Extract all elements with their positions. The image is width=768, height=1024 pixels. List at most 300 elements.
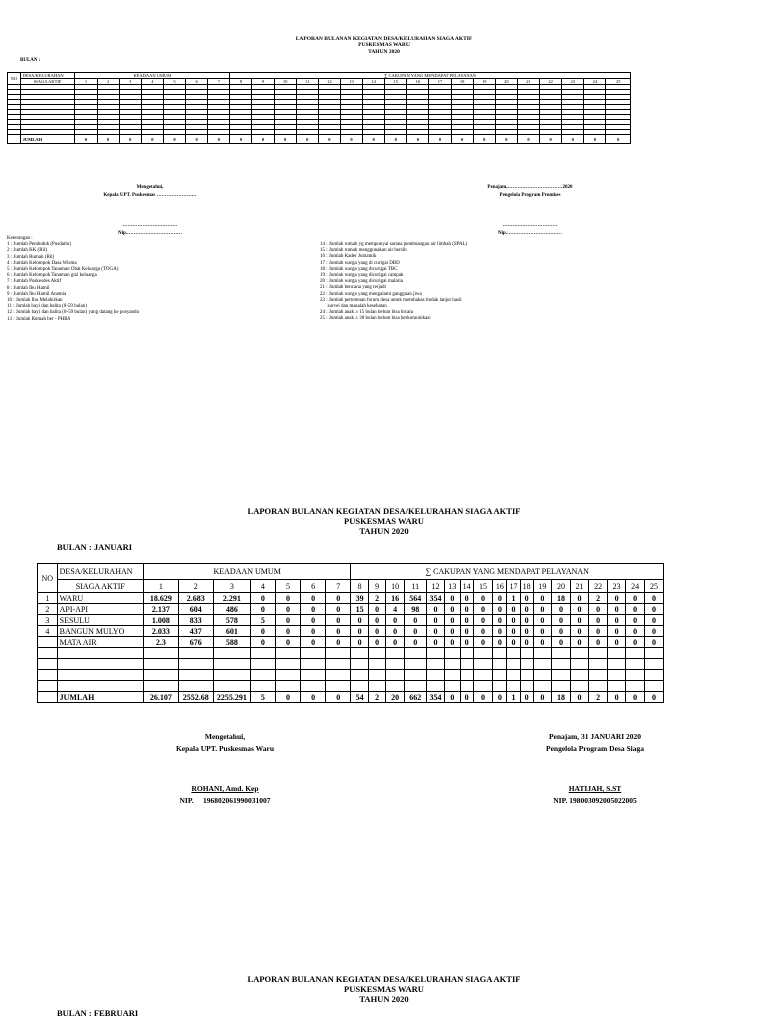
data-cell: 0 bbox=[644, 593, 663, 604]
data-cell: 0 bbox=[445, 615, 460, 626]
empty-cell bbox=[143, 681, 178, 692]
empty-cell bbox=[250, 681, 275, 692]
empty-cell bbox=[38, 648, 58, 659]
keadaan-umum-header: KEADAAN UMUM bbox=[75, 73, 230, 79]
column-number-header: 25 bbox=[644, 580, 663, 593]
keterangan-item: 23 : Jumlah pertemuan forum desa untuk membahas tindak lanjut hasil bbox=[320, 297, 462, 303]
empty-cell bbox=[143, 659, 178, 670]
report3-title-line2: PUSKESMAS WARU bbox=[344, 983, 424, 994]
keterangan-item: 21 : Jumlah bencana yang terjadi bbox=[320, 285, 386, 291]
table-row bbox=[38, 615, 664, 626]
table-row bbox=[38, 626, 664, 637]
column-number-header: 16 bbox=[493, 580, 507, 593]
keterangan-right bbox=[320, 242, 467, 323]
data-cell: 0 bbox=[445, 593, 460, 604]
data-cell: 2.033 bbox=[143, 626, 178, 637]
data-cell: 0 bbox=[301, 637, 326, 648]
data-cell: 0 bbox=[445, 604, 460, 615]
data-cell: 0 bbox=[626, 604, 645, 615]
col-no-header: NO bbox=[8, 73, 21, 85]
data-cell: 0 bbox=[368, 626, 385, 637]
jumlah-value: 0 bbox=[275, 692, 300, 703]
column-number-header: 17 bbox=[429, 79, 451, 85]
report2-title-line1: LAPORAN BULANAN KEGIATAN DESA/KELURAHAN SIAGA AKTIF bbox=[247, 506, 521, 516]
data-cell: 2.291 bbox=[213, 593, 250, 604]
sign-right-name: HATIJAH, S.ST bbox=[568, 784, 622, 793]
data-cell: 0 bbox=[386, 615, 405, 626]
empty-cell bbox=[626, 659, 645, 670]
data-cell: 0 bbox=[326, 593, 351, 604]
empty-cell bbox=[275, 648, 300, 659]
empty-cell bbox=[460, 670, 473, 681]
jumlah-value: 0 bbox=[570, 692, 589, 703]
data-cell: 0 bbox=[460, 593, 473, 604]
data-cell: 0 bbox=[520, 637, 533, 648]
column-number-header: 13 bbox=[340, 79, 362, 85]
column-number-header: 1 bbox=[75, 79, 97, 85]
column-number-header: 18 bbox=[451, 79, 473, 85]
empty-cell bbox=[507, 681, 520, 692]
keterangan-item: 8 : Jumlah Ibu Hamil bbox=[7, 285, 50, 291]
report2-table bbox=[37, 563, 664, 703]
jumlah-value: 0 bbox=[473, 692, 493, 703]
empty-cell bbox=[386, 659, 405, 670]
jumlah-value: 5 bbox=[250, 692, 275, 703]
column-number-header: 24 bbox=[626, 580, 645, 593]
empty-cell bbox=[493, 681, 507, 692]
keterangan-item: 12 : Jumlah bayi dan balita (0-59 bulan) yang datang ke posyandu bbox=[7, 310, 140, 316]
column-number-header: 25 bbox=[606, 79, 631, 85]
empty-cell bbox=[445, 659, 460, 670]
empty-cell bbox=[250, 659, 275, 670]
report1-bulan: BULAN : bbox=[20, 58, 41, 63]
empty-cell bbox=[644, 670, 663, 681]
empty-cell bbox=[326, 670, 351, 681]
data-cell: 0 bbox=[301, 593, 326, 604]
col-desa-header-2: SIAGA AKTIF bbox=[57, 580, 143, 593]
column-number-header: 15 bbox=[385, 79, 407, 85]
data-cell: 0 bbox=[301, 604, 326, 615]
column-number-header: 13 bbox=[445, 580, 460, 593]
empty-cell bbox=[520, 659, 533, 670]
jumlah-value: 0 bbox=[451, 135, 473, 144]
empty-cell bbox=[626, 670, 645, 681]
keterangan-item: 19 : Jumlah warga yang dicurigai campak bbox=[320, 273, 404, 279]
empty-cell bbox=[213, 659, 250, 670]
jumlah-value: 20 bbox=[386, 692, 405, 703]
sign-left-line2: Kepala UPT. Puskesmas Waru bbox=[175, 744, 275, 753]
row-village-name: SESULU bbox=[57, 615, 143, 626]
keterangan-item: 13 : Jumlah Rumah ber - PHBS bbox=[7, 316, 71, 322]
data-cell: 486 bbox=[213, 604, 250, 615]
keterangan-item: 18 : Jumlah warga yang dicurigai TBC bbox=[320, 266, 398, 272]
empty-cell bbox=[57, 648, 143, 659]
row-village-name: API-API bbox=[57, 604, 143, 615]
data-cell: 0 bbox=[520, 626, 533, 637]
data-cell: 0 bbox=[533, 615, 552, 626]
keterangan-item: 25 : Jumlah anak ≥ 30 bulan belum bisa berkomunikasi bbox=[320, 316, 431, 322]
column-number-header: 20 bbox=[552, 580, 571, 593]
data-cell: 0 bbox=[607, 626, 626, 637]
data-cell: 0 bbox=[326, 637, 351, 648]
column-number-header: 7 bbox=[326, 580, 351, 593]
column-number-header: 18 bbox=[520, 580, 533, 593]
data-cell: 0 bbox=[445, 626, 460, 637]
jumlah-value: 0 bbox=[520, 692, 533, 703]
empty-cell bbox=[351, 659, 368, 670]
report1-title bbox=[0, 36, 768, 55]
empty-cell bbox=[275, 670, 300, 681]
data-cell: 0 bbox=[570, 626, 589, 637]
empty-cell bbox=[644, 681, 663, 692]
empty-cell bbox=[589, 670, 608, 681]
empty-cell bbox=[607, 659, 626, 670]
jumlah-value: 0 bbox=[429, 135, 451, 144]
data-cell: 0 bbox=[426, 626, 445, 637]
data-cell: 0 bbox=[386, 637, 405, 648]
data-cell: 0 bbox=[473, 615, 493, 626]
data-cell: 0 bbox=[589, 626, 608, 637]
cakupan-header: ∑ CAKUPAN YANG MENDAPAT PELAYANAN bbox=[351, 564, 664, 580]
jumlah-label: JUMLAH bbox=[20, 135, 75, 144]
column-number-header: 9 bbox=[368, 580, 385, 593]
jumlah-value: 0 bbox=[533, 692, 552, 703]
jumlah-no-cell bbox=[8, 135, 21, 144]
data-cell: 15 bbox=[351, 604, 368, 615]
empty-cell bbox=[460, 648, 473, 659]
col-desa-header: DESA/KELURAHAN bbox=[20, 73, 75, 79]
keterangan-item: survei dan masalah kesehatan bbox=[320, 304, 387, 310]
jumlah-value: 0 bbox=[407, 135, 429, 144]
empty-cell bbox=[626, 648, 645, 659]
empty-cell bbox=[520, 681, 533, 692]
data-cell: 39 bbox=[351, 593, 368, 604]
column-number-header: 5 bbox=[275, 580, 300, 593]
data-cell: 0 bbox=[445, 637, 460, 648]
empty-cell bbox=[213, 681, 250, 692]
data-cell: 18.629 bbox=[143, 593, 178, 604]
data-cell: 0 bbox=[460, 637, 473, 648]
data-cell: 437 bbox=[178, 626, 213, 637]
keterangan-item: 1 : Jumlah Penduduk (Pusdatin) bbox=[7, 242, 71, 248]
data-cell: 0 bbox=[644, 626, 663, 637]
report1-table bbox=[7, 72, 631, 144]
empty-cell bbox=[520, 648, 533, 659]
column-number-header: 21 bbox=[517, 79, 539, 85]
jumlah-value: 0 bbox=[141, 135, 163, 144]
sign-left-line2: Kepala UPT. Puskesmas …………………… bbox=[103, 193, 197, 198]
empty-cell bbox=[552, 659, 571, 670]
keterangan-item: 16 : Jumlah Kader Jumantik bbox=[320, 254, 377, 260]
jumlah-value: 0 bbox=[460, 692, 473, 703]
data-cell: 0 bbox=[386, 626, 405, 637]
data-cell: 0 bbox=[426, 604, 445, 615]
jumlah-value: 0 bbox=[119, 135, 141, 144]
data-cell: 0 bbox=[644, 604, 663, 615]
data-cell: 0 bbox=[368, 637, 385, 648]
empty-cell bbox=[607, 681, 626, 692]
data-cell: 0 bbox=[570, 637, 589, 648]
sign-right-nip: Nip.…………………………… bbox=[497, 231, 563, 236]
empty-cell bbox=[404, 659, 426, 670]
data-cell: 0 bbox=[626, 637, 645, 648]
empty-cell bbox=[533, 681, 552, 692]
jumlah-value: 0 bbox=[493, 692, 507, 703]
keterangan-item: 9 : Jumlah Ibu Hamil Anemia bbox=[7, 291, 67, 297]
empty-cell bbox=[426, 681, 445, 692]
column-number-header: 6 bbox=[186, 79, 208, 85]
data-cell: 0 bbox=[626, 615, 645, 626]
report1-title-line1: LAPORAN BULANAN KEGIATAN DESA/KELURAHAN SIAGA AKTIF bbox=[295, 36, 473, 42]
empty-cell bbox=[351, 648, 368, 659]
empty-cell bbox=[368, 659, 385, 670]
column-number-header: 14 bbox=[363, 79, 385, 85]
data-cell: 0 bbox=[351, 626, 368, 637]
report1-sign-left bbox=[80, 184, 220, 238]
data-cell: 0 bbox=[460, 604, 473, 615]
column-number-header: 24 bbox=[584, 79, 606, 85]
data-cell: 0 bbox=[552, 626, 571, 637]
keterangan-left bbox=[7, 236, 139, 323]
data-cell: 0 bbox=[507, 626, 520, 637]
row-number: 3 bbox=[38, 615, 58, 626]
data-cell: 0 bbox=[275, 615, 300, 626]
jumlah-value: 1 bbox=[507, 692, 520, 703]
sign-left-nip-label: NIP. bbox=[179, 796, 194, 805]
jumlah-value: 354 bbox=[426, 692, 445, 703]
empty-cell bbox=[552, 681, 571, 692]
data-cell: 5 bbox=[250, 615, 275, 626]
data-cell: 0 bbox=[473, 637, 493, 648]
empty-cell bbox=[386, 670, 405, 681]
report3-title-line1: LAPORAN BULANAN KEGIATAN DESA/KELURAHAN SIAGA AKTIF bbox=[247, 974, 521, 984]
cakupan-header: ∑ CAKUPAN YANG MENDAPAT PELAYANAN bbox=[230, 73, 631, 79]
report1-title-line3: TAHUN 2020 bbox=[368, 48, 400, 55]
data-cell: 0 bbox=[626, 626, 645, 637]
data-cell: 0 bbox=[520, 604, 533, 615]
column-number-header: 4 bbox=[250, 580, 275, 593]
sign-left-line1: Mengetahui, bbox=[204, 732, 246, 741]
empty-cell bbox=[520, 670, 533, 681]
empty-cell bbox=[445, 681, 460, 692]
column-number-header: 20 bbox=[495, 79, 517, 85]
empty-cell bbox=[493, 670, 507, 681]
empty-cell bbox=[326, 659, 351, 670]
column-number-header: 10 bbox=[386, 580, 405, 593]
data-cell: 2.137 bbox=[143, 604, 178, 615]
jumlah-value: 18 bbox=[552, 692, 571, 703]
col-desa-header: DESA/KELURAHAN bbox=[57, 564, 143, 580]
data-cell: 833 bbox=[178, 615, 213, 626]
keterangan-item: 3 : Jumlah Rumah (Ril) bbox=[7, 254, 55, 260]
data-cell: 4 bbox=[386, 604, 405, 615]
jumlah-value: 0 bbox=[274, 135, 296, 144]
data-cell: 0 bbox=[552, 637, 571, 648]
empty-cell bbox=[493, 659, 507, 670]
column-number-header: 3 bbox=[119, 79, 141, 85]
data-cell: 0 bbox=[626, 593, 645, 604]
data-cell: 0 bbox=[589, 615, 608, 626]
jumlah-value: 0 bbox=[340, 135, 362, 144]
empty-cell bbox=[552, 648, 571, 659]
data-cell: 98 bbox=[404, 604, 426, 615]
data-cell: 604 bbox=[178, 604, 213, 615]
col-desa-header-2: SIAGA AKTIF bbox=[20, 79, 75, 85]
data-cell: 0 bbox=[507, 637, 520, 648]
empty-cell bbox=[351, 670, 368, 681]
keterangan-item: 24 : Jumlah anak ≥ 15 bulan belum bisa bicara bbox=[320, 310, 414, 316]
empty-cell bbox=[404, 648, 426, 659]
report3-bulan: BULAN : FEBRUARI bbox=[57, 1008, 139, 1018]
table-row bbox=[38, 637, 664, 648]
column-number-header: 8 bbox=[230, 79, 252, 85]
keterangan-title: Keterangan : bbox=[7, 236, 33, 241]
empty-cell bbox=[57, 659, 143, 670]
data-cell: 0 bbox=[473, 593, 493, 604]
empty-cell bbox=[473, 681, 493, 692]
data-cell: 0 bbox=[404, 637, 426, 648]
row-village-name: WARU bbox=[57, 593, 143, 604]
empty-cell bbox=[404, 681, 426, 692]
jumlah-value: 0 bbox=[318, 135, 340, 144]
data-cell: 0 bbox=[404, 626, 426, 637]
jumlah-value: 0 bbox=[607, 692, 626, 703]
data-cell: 0 bbox=[275, 593, 300, 604]
sign-right-line1: Penajam, 31 JANUARI 2020 bbox=[548, 732, 642, 741]
empty-row bbox=[38, 648, 664, 659]
sign-left-name: …………………………… bbox=[122, 223, 178, 228]
keterangan-item: 11 : Jumlah bayi dan balita (0-59 bulan) bbox=[7, 304, 87, 310]
data-cell: 0 bbox=[460, 626, 473, 637]
jumlah-value: 0 bbox=[644, 692, 663, 703]
empty-cell bbox=[460, 681, 473, 692]
jumlah-value: 662 bbox=[404, 692, 426, 703]
report2-sign-left bbox=[140, 731, 310, 807]
data-cell: 0 bbox=[607, 637, 626, 648]
empty-cell bbox=[250, 648, 275, 659]
jumlah-value: 0 bbox=[562, 135, 584, 144]
jumlah-value: 0 bbox=[208, 135, 230, 144]
column-number-header: 8 bbox=[351, 580, 368, 593]
empty-cell bbox=[626, 681, 645, 692]
column-number-header: 15 bbox=[473, 580, 493, 593]
data-cell: 0 bbox=[607, 604, 626, 615]
jumlah-value: 0 bbox=[252, 135, 274, 144]
empty-cell bbox=[301, 659, 326, 670]
sign-right-name: …………………………… bbox=[502, 223, 558, 228]
empty-row bbox=[38, 681, 664, 692]
jumlah-value: 0 bbox=[75, 135, 97, 144]
report3-title bbox=[0, 975, 768, 1004]
column-number-header: 2 bbox=[178, 580, 213, 593]
empty-cell bbox=[460, 659, 473, 670]
jumlah-value: 0 bbox=[326, 692, 351, 703]
sign-left-line1: Mengetahui, bbox=[136, 185, 164, 190]
report2-sign-right bbox=[510, 731, 680, 807]
sign-left-nip: 196802061990031007 bbox=[202, 796, 271, 805]
jumlah-value: 0 bbox=[495, 135, 517, 144]
data-cell: 0 bbox=[301, 626, 326, 637]
column-number-header: 5 bbox=[163, 79, 185, 85]
data-cell: 0 bbox=[250, 637, 275, 648]
data-cell: 0 bbox=[507, 604, 520, 615]
data-cell: 0 bbox=[533, 604, 552, 615]
jumlah-value: 0 bbox=[385, 135, 407, 144]
data-cell: 0 bbox=[275, 604, 300, 615]
empty-row bbox=[38, 670, 664, 681]
keterangan-item: 20 : Jumlah warga yang dicurigai malaria bbox=[320, 279, 403, 285]
empty-cell bbox=[570, 681, 589, 692]
column-number-header: 7 bbox=[208, 79, 230, 85]
data-cell: 0 bbox=[644, 615, 663, 626]
empty-cell bbox=[426, 648, 445, 659]
sign-left-nip-row bbox=[140, 795, 310, 807]
jumlah-value: 0 bbox=[296, 135, 318, 144]
column-number-header: 11 bbox=[404, 580, 426, 593]
keterangan-item: 4 : Jumlah Kelompok Dasa Wisma bbox=[7, 260, 77, 266]
data-cell: 0 bbox=[493, 626, 507, 637]
jumlah-value: 0 bbox=[97, 135, 119, 144]
sign-left-nip: Nip.…………………………… bbox=[117, 231, 183, 236]
empty-cell bbox=[570, 648, 589, 659]
data-cell: 588 bbox=[213, 637, 250, 648]
data-cell: 354 bbox=[426, 593, 445, 604]
empty-cell bbox=[213, 670, 250, 681]
empty-cell bbox=[493, 648, 507, 659]
jumlah-value: 2552.68 bbox=[178, 692, 213, 703]
col-no-header: NO bbox=[38, 564, 58, 593]
data-cell: 0 bbox=[533, 626, 552, 637]
sign-right-nip-row bbox=[510, 795, 680, 807]
empty-cell bbox=[326, 648, 351, 659]
report3-title-line3: TAHUN 2020 bbox=[359, 993, 409, 1004]
empty-cell bbox=[57, 670, 143, 681]
empty-cell bbox=[589, 681, 608, 692]
sign-left-name: ROHANI, Amd. Kep bbox=[191, 784, 259, 793]
column-number-header: 9 bbox=[252, 79, 274, 85]
column-number-header: 3 bbox=[213, 580, 250, 593]
data-cell: 676 bbox=[178, 637, 213, 648]
empty-cell bbox=[368, 670, 385, 681]
data-cell: 0 bbox=[473, 604, 493, 615]
column-number-header: 19 bbox=[533, 580, 552, 593]
data-cell: 0 bbox=[607, 593, 626, 604]
row-number: 4 bbox=[38, 626, 58, 637]
empty-cell bbox=[213, 648, 250, 659]
empty-cell bbox=[570, 670, 589, 681]
jumlah-value: 0 bbox=[606, 135, 631, 144]
data-cell: 0 bbox=[533, 593, 552, 604]
empty-cell bbox=[445, 670, 460, 681]
jumlah-value: 0 bbox=[230, 135, 252, 144]
empty-cell bbox=[275, 659, 300, 670]
empty-cell bbox=[507, 670, 520, 681]
empty-cell bbox=[368, 648, 385, 659]
data-cell: 0 bbox=[368, 615, 385, 626]
empty-cell bbox=[143, 670, 178, 681]
data-cell: 0 bbox=[493, 604, 507, 615]
data-cell: 0 bbox=[507, 615, 520, 626]
empty-cell bbox=[351, 681, 368, 692]
data-cell: 0 bbox=[493, 615, 507, 626]
row-number: 1 bbox=[38, 593, 58, 604]
keterangan-item: 5 : Jumlah Kelompok Tanaman Obat Keluarga (TOGA) bbox=[7, 267, 119, 273]
data-cell: 0 bbox=[460, 615, 473, 626]
empty-cell bbox=[38, 670, 58, 681]
data-cell: 0 bbox=[250, 593, 275, 604]
empty-cell bbox=[368, 681, 385, 692]
keterangan-item: 2 : Jumlah KK (Ril) bbox=[7, 248, 47, 254]
